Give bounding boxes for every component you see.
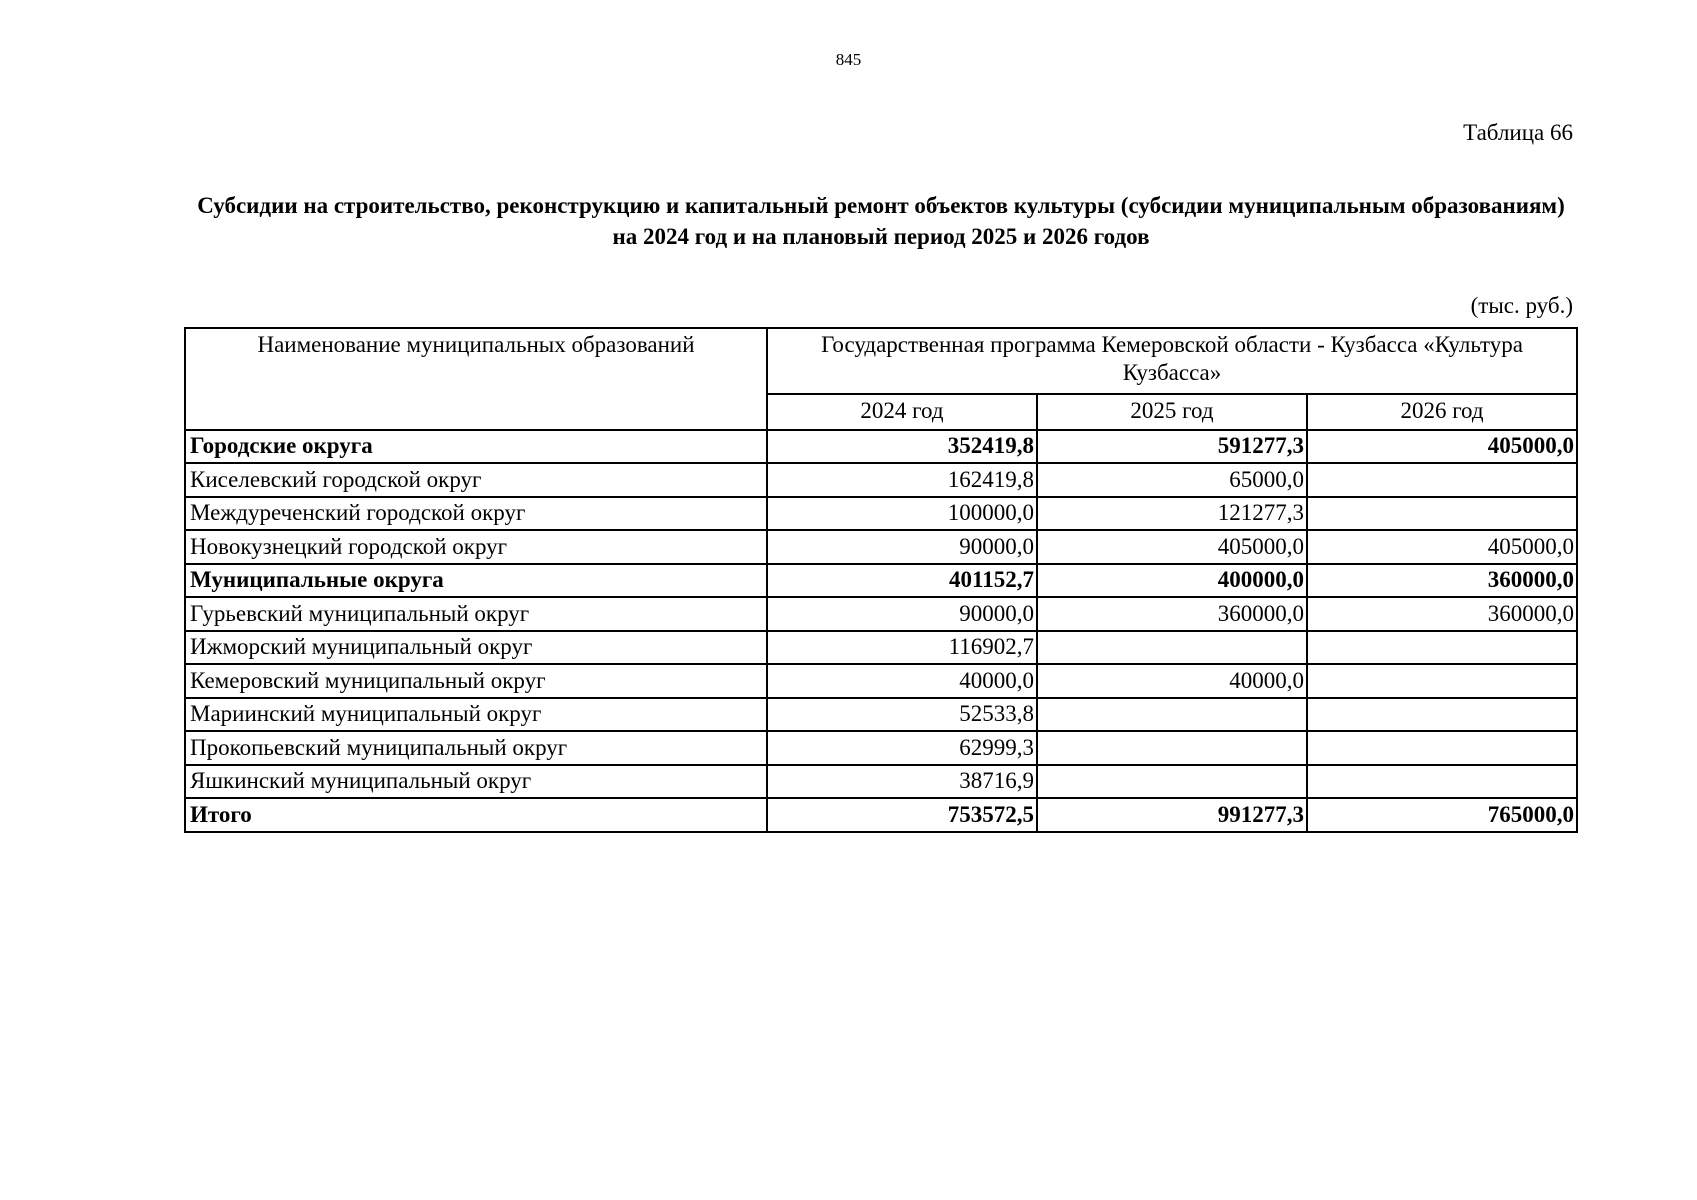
value-2024-cell: 38716,9 (767, 765, 1037, 799)
value-2025-cell: 121277,3 (1037, 497, 1307, 531)
value-2026-cell (1307, 497, 1577, 531)
value-2024-cell: 753572,5 (767, 798, 1037, 832)
municipality-name-cell: Кемеровский муниципальный округ (185, 664, 767, 698)
table-row (185, 631, 1577, 665)
header-program-cell: Государственная программа Кемеровской области - Кузбасса «Культура Кузбасса» (767, 328, 1577, 394)
value-2025-cell: 991277,3 (1037, 798, 1307, 832)
units-label: (тыс. руб.) (1470, 293, 1573, 318)
value-2025-cell (1037, 631, 1307, 665)
table-label: Таблица 66 (1463, 120, 1573, 145)
municipality-name-cell: Киселевский городской округ (185, 463, 767, 497)
table-row (185, 564, 1577, 598)
value-2024-cell: 40000,0 (767, 664, 1037, 698)
value-2024-cell: 90000,0 (767, 597, 1037, 631)
header-year-2025: 2025 год (1037, 394, 1307, 430)
header-year-2024: 2024 год (767, 394, 1037, 430)
value-2026-cell: 405000,0 (1307, 430, 1577, 464)
value-2026-cell: 765000,0 (1307, 798, 1577, 832)
municipality-name-cell: Мариинский муниципальный округ (185, 698, 767, 732)
value-2026-cell: 360000,0 (1307, 597, 1577, 631)
value-2024-cell: 401152,7 (767, 564, 1037, 598)
table-body (185, 430, 1577, 832)
municipality-name-cell: Муниципальные округа (185, 564, 767, 598)
table-row (185, 497, 1577, 531)
municipality-name-cell: Гурьевский муниципальный округ (185, 597, 767, 631)
value-2025-cell: 400000,0 (1037, 564, 1307, 598)
table-row (185, 798, 1577, 832)
value-2024-cell: 116902,7 (767, 631, 1037, 665)
value-2026-cell (1307, 731, 1577, 765)
value-2026-cell: 405000,0 (1307, 530, 1577, 564)
value-2024-cell: 52533,8 (767, 698, 1037, 732)
value-2025-cell (1037, 765, 1307, 799)
value-2025-cell: 591277,3 (1037, 430, 1307, 464)
municipality-name-cell: Итого (185, 798, 767, 832)
table-row (185, 597, 1577, 631)
value-2026-cell (1307, 631, 1577, 665)
table-row (185, 430, 1577, 464)
header-name-cell: Наименование муниципальных образований (185, 328, 767, 430)
table-row (185, 698, 1577, 732)
value-2025-cell: 40000,0 (1037, 664, 1307, 698)
value-2026-cell (1307, 463, 1577, 497)
value-2026-cell (1307, 698, 1577, 732)
value-2025-cell: 65000,0 (1037, 463, 1307, 497)
table-row (185, 664, 1577, 698)
page-number: 845 (835, 50, 862, 69)
table-row (185, 731, 1577, 765)
value-2026-cell (1307, 664, 1577, 698)
municipality-name-cell: Междуреченский городской округ (185, 497, 767, 531)
table-row (185, 765, 1577, 799)
municipality-name-cell: Городские округа (185, 430, 767, 464)
table-row (185, 530, 1577, 564)
value-2025-cell (1037, 731, 1307, 765)
value-2024-cell: 100000,0 (767, 497, 1037, 531)
municipality-name-cell: Яшкинский муниципальный округ (185, 765, 767, 799)
value-2025-cell: 405000,0 (1037, 530, 1307, 564)
header-year-2026: 2026 год (1307, 394, 1577, 430)
value-2026-cell (1307, 765, 1577, 799)
value-2025-cell (1037, 698, 1307, 732)
value-2026-cell: 360000,0 (1307, 564, 1577, 598)
value-2025-cell: 360000,0 (1037, 597, 1307, 631)
value-2024-cell: 162419,8 (767, 463, 1037, 497)
value-2024-cell: 352419,8 (767, 430, 1037, 464)
header-row (185, 328, 1577, 394)
value-2024-cell: 90000,0 (767, 530, 1037, 564)
municipality-name-cell: Ижморский муниципальный округ (185, 631, 767, 665)
value-2024-cell: 62999,3 (767, 731, 1037, 765)
table-row (185, 463, 1577, 497)
municipality-name-cell: Новокузнецкий городской округ (185, 530, 767, 564)
document-title: Субсидии на строительство, реконструкцию и капитальный ремонт объектов культуры (субсидии муниципальным образованиям) на 2024 год и на плановый период 2025 и 2026 годов (197, 193, 1565, 249)
municipality-name-cell: Прокопьевский муниципальный округ (185, 731, 767, 765)
subsidies-table (184, 327, 1578, 833)
